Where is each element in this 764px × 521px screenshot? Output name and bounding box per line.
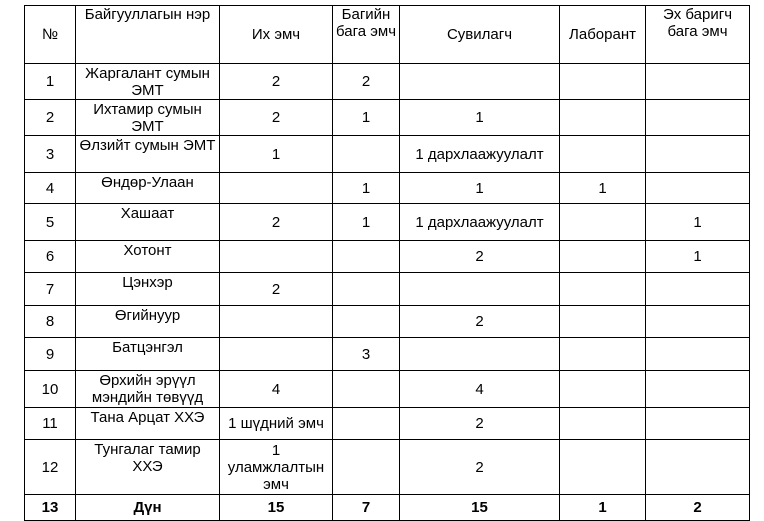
cell-no: 8 — [25, 306, 76, 338]
cell-bag-doctor: 2 — [333, 64, 400, 100]
table-row — [25, 241, 750, 273]
total-row — [25, 495, 750, 521]
cell-no: 9 — [25, 338, 76, 371]
cell-no: 6 — [25, 241, 76, 273]
cell-doctor: 4 — [220, 371, 333, 408]
cell-nurse: 1 — [400, 100, 560, 136]
cell-doctor: 2 — [220, 100, 333, 136]
cell-lab — [560, 136, 646, 173]
cell-doctor — [220, 338, 333, 371]
cell-midwife — [646, 338, 750, 371]
cell-org: Өрхийн эрүүл мэндийн төвүүд — [76, 371, 220, 408]
cell-bag-doctor — [333, 241, 400, 273]
cell-no: 7 — [25, 273, 76, 306]
cell-midwife: 1 — [646, 241, 750, 273]
header-org: Байгууллагын нэр — [76, 6, 220, 64]
cell-no: 3 — [25, 136, 76, 173]
cell-midwife — [646, 440, 750, 495]
cell-org: Цэнхэр — [76, 273, 220, 306]
cell-lab — [560, 273, 646, 306]
header-lab: Лаборант — [560, 6, 646, 64]
cell-bag-doctor: 3 — [333, 338, 400, 371]
cell-no: 1 — [25, 64, 76, 100]
cell-lab — [560, 408, 646, 440]
cell-lab — [560, 241, 646, 273]
table-row — [25, 440, 750, 495]
cell-doctor: 2 — [220, 204, 333, 241]
cell-no: 4 — [25, 173, 76, 204]
cell-doctor: 1 шүдний эмч — [220, 408, 333, 440]
cell-nurse — [400, 64, 560, 100]
table-row — [25, 273, 750, 306]
cell-doctor — [220, 306, 333, 338]
header-bag-doctor: Багийн бага эмч — [333, 6, 400, 64]
total-label: Дүн — [76, 495, 220, 521]
total-no: 13 — [25, 495, 76, 521]
cell-bag-doctor: 1 — [333, 100, 400, 136]
cell-nurse — [400, 338, 560, 371]
cell-midwife — [646, 408, 750, 440]
cell-org: Жаргалант сумын ЭМТ — [76, 64, 220, 100]
total-midwife: 2 — [646, 495, 750, 521]
cell-bag-doctor — [333, 273, 400, 306]
cell-bag-doctor: 1 — [333, 173, 400, 204]
cell-lab — [560, 338, 646, 371]
table-row — [25, 371, 750, 408]
table-row — [25, 64, 750, 100]
cell-org: Өлзийт сумын ЭМТ — [76, 136, 220, 173]
total-bag-doctor: 7 — [333, 495, 400, 521]
table-row — [25, 136, 750, 173]
header-row — [25, 6, 750, 64]
total-nurse: 15 — [400, 495, 560, 521]
cell-midwife — [646, 173, 750, 204]
cell-midwife — [646, 273, 750, 306]
cell-no: 5 — [25, 204, 76, 241]
cell-lab — [560, 371, 646, 408]
header-no: № — [25, 6, 76, 64]
cell-midwife — [646, 64, 750, 100]
cell-lab — [560, 306, 646, 338]
cell-bag-doctor — [333, 306, 400, 338]
cell-lab — [560, 64, 646, 100]
cell-midwife — [646, 100, 750, 136]
table-body — [25, 64, 750, 495]
cell-bag-doctor — [333, 371, 400, 408]
cell-no: 12 — [25, 440, 76, 495]
cell-org: Батцэнгэл — [76, 338, 220, 371]
cell-nurse: 1 — [400, 173, 560, 204]
cell-lab: 1 — [560, 173, 646, 204]
cell-midwife: 1 — [646, 204, 750, 241]
total-lab: 1 — [560, 495, 646, 521]
cell-org: Хотонт — [76, 241, 220, 273]
cell-org: Өндөр-Улаан — [76, 173, 220, 204]
cell-midwife — [646, 306, 750, 338]
table-row — [25, 338, 750, 371]
header-doctor: Их эмч — [220, 6, 333, 64]
cell-no: 2 — [25, 100, 76, 136]
cell-org: Тунгалаг тамир ХХЭ — [76, 440, 220, 495]
cell-nurse: 2 — [400, 241, 560, 273]
cell-doctor: 2 — [220, 64, 333, 100]
cell-nurse: 2 — [400, 440, 560, 495]
cell-nurse — [400, 273, 560, 306]
cell-nurse: 4 — [400, 371, 560, 408]
cell-doctor: 2 — [220, 273, 333, 306]
cell-doctor: 1 уламжлалтын эмч — [220, 440, 333, 495]
cell-doctor — [220, 173, 333, 204]
cell-bag-doctor — [333, 440, 400, 495]
cell-nurse: 1 дархлаажуулалт — [400, 136, 560, 173]
cell-midwife — [646, 136, 750, 173]
cell-bag-doctor: 1 — [333, 204, 400, 241]
cell-lab — [560, 100, 646, 136]
table-row — [25, 306, 750, 338]
cell-doctor — [220, 241, 333, 273]
table-row — [25, 204, 750, 241]
header-midwife: Эх баригч бага эмч — [646, 6, 750, 64]
cell-no: 10 — [25, 371, 76, 408]
cell-lab — [560, 440, 646, 495]
cell-nurse: 2 — [400, 408, 560, 440]
cell-org: Тана Арцат ХХЭ — [76, 408, 220, 440]
cell-no: 11 — [25, 408, 76, 440]
cell-bag-doctor — [333, 136, 400, 173]
table-row — [25, 173, 750, 204]
cell-nurse: 1 дархлаажуулалт — [400, 204, 560, 241]
cell-midwife — [646, 371, 750, 408]
cell-org: Хашаат — [76, 204, 220, 241]
cell-org: Ихтамир сумын ЭМТ — [76, 100, 220, 136]
cell-nurse: 2 — [400, 306, 560, 338]
total-doctor: 15 — [220, 495, 333, 521]
cell-lab — [560, 204, 646, 241]
cell-org: Өгийнуур — [76, 306, 220, 338]
table-row — [25, 100, 750, 136]
cell-doctor: 1 — [220, 136, 333, 173]
table-row — [25, 408, 750, 440]
header-nurse: Сувилагч — [400, 6, 560, 64]
staff-table — [24, 5, 750, 521]
cell-bag-doctor — [333, 408, 400, 440]
